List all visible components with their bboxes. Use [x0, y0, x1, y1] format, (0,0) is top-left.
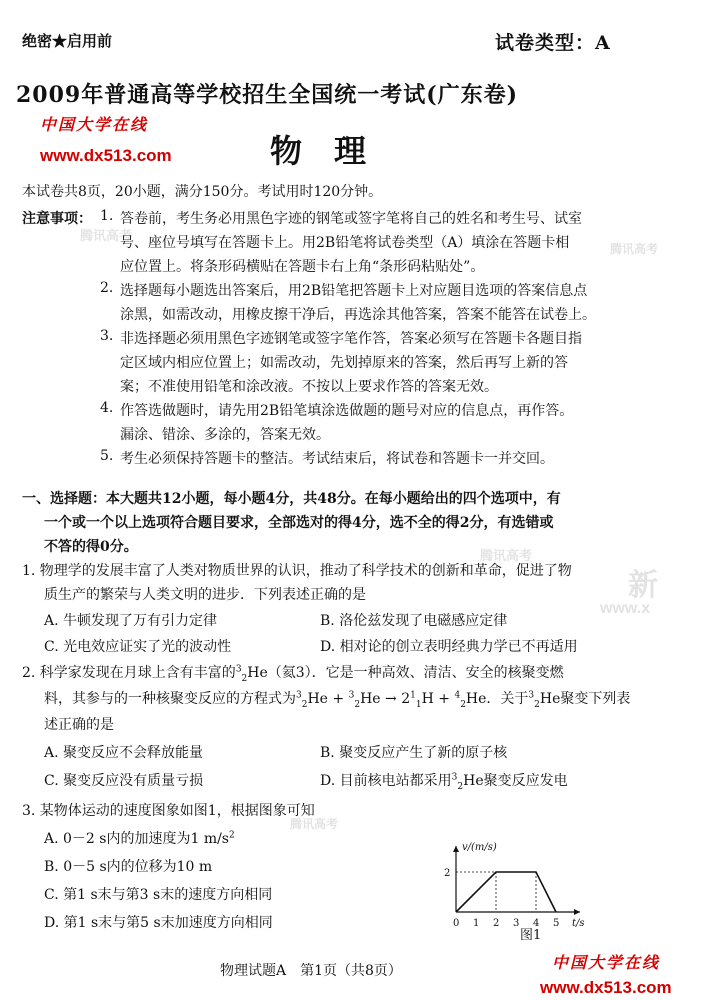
- brand-name: 中国大学在线: [40, 115, 149, 134]
- x-tick-label: 2: [493, 918, 500, 929]
- y-axis-arrow: [453, 846, 459, 852]
- option-b: B. 聚变反应产生了新的原子核: [320, 745, 508, 761]
- x-tick-label: 1: [473, 918, 480, 929]
- option-a: A. 牛顿发现了万有引力定律: [44, 613, 218, 629]
- option-b: B. 洛伦兹发现了电磁感应定律: [320, 613, 508, 629]
- question-text: He（氦3）．它是一种高效、清洁、安全的核聚变燃: [247, 665, 564, 681]
- option-c: C. 第1 s末与第3 s末的速度方向相同: [44, 887, 273, 903]
- watermark-text: www.x: [600, 600, 651, 617]
- note-line: 漏涂、错涂、多涂的，答案无效。: [120, 427, 330, 443]
- watermark-text: 腾讯高考: [290, 817, 339, 831]
- mass-number: 4: [454, 690, 461, 701]
- mass-number: 3: [451, 772, 458, 783]
- question-text: 质生产的繁荣与人类文明的进步．下列表述正确的是: [44, 587, 366, 603]
- note-line: 选择题每小题选出答案后，用2B铅笔把答题卡上对应题目选项的答案信息点: [120, 283, 588, 299]
- atomic-number: 2: [241, 673, 248, 684]
- note-line: 答卷前，考生务必用黑色字迹的钢笔或签字笔将自己的姓名和考生号、试室: [120, 211, 582, 227]
- option-d-text: He聚变反应发电: [463, 773, 568, 789]
- y-axis-label: v/(m/s): [462, 842, 497, 853]
- mass-number: 3: [296, 690, 302, 701]
- watermark-text: 腾讯高考: [610, 242, 659, 256]
- element-symbol: He: [360, 691, 381, 707]
- page-footer: 物理试题A 第1页（共8页）: [220, 963, 402, 979]
- question-text: [22, 662, 564, 684]
- mass-number: 3: [528, 690, 535, 701]
- question-text: ．关于: [486, 691, 529, 707]
- question-text: 1. 物理学的发展丰富了人类对物质世界的认识，推动了科学技术的创新和革命，促进了物: [22, 563, 572, 579]
- x-tick-label: 5: [553, 918, 560, 929]
- note-line: 非选择题必须用黑色字迹钢笔或签字笔作答，答案必须写在答题卡各题目指: [120, 331, 582, 347]
- element-symbol: He: [465, 691, 487, 707]
- atomic-number: 1: [415, 699, 422, 710]
- atomic-number: 2: [301, 699, 308, 710]
- section-heading: 一个或一个以上选项符合题目要求，全部选对的得4分，选不全的得2分，有选错或: [44, 515, 554, 531]
- mass-number: 3: [235, 664, 242, 675]
- subject-title: 物理: [270, 132, 399, 170]
- option-a-text: A. 0－2 s内的加速度为1 m/s: [44, 831, 229, 847]
- element-symbol: He: [307, 691, 328, 707]
- question-text: He聚变下列表: [539, 691, 631, 707]
- section-heading: 不答的得0分。: [44, 539, 138, 555]
- x-tick-label: 3: [513, 918, 520, 929]
- question-text: 述正确的是: [44, 717, 114, 733]
- watermark-text: 新: [628, 569, 658, 602]
- intro-text: 本试卷共8页，20小题，满分150分。考试用时120分钟。: [22, 184, 383, 200]
- question-text: 料，其参与的一种核聚变反应的方程式为: [44, 691, 296, 707]
- unit-exponent: 2: [229, 830, 235, 841]
- note-number: 2.: [100, 280, 114, 296]
- brand-name: 中国大学在线: [552, 953, 661, 972]
- atomic-number: 2: [460, 699, 466, 710]
- question-text: 3. 某物体运动的速度图象如图1，根据图象可知: [22, 803, 315, 819]
- x-tick-label: 4: [533, 918, 540, 929]
- option-c: C. 聚变反应没有质量亏损: [44, 773, 204, 789]
- note-number: 4.: [100, 400, 114, 416]
- plus-sign: +: [332, 691, 345, 707]
- option-d: D. 相对论的创立表明经典力学已不再适用: [320, 639, 578, 655]
- question-text: [44, 688, 630, 710]
- option-d: D. 第1 s末与第5 s末加速度方向相同: [44, 915, 273, 931]
- option-a: [44, 828, 235, 848]
- watermark-text: 腾讯高考: [80, 228, 133, 243]
- exam-title: 2009年普通高等学校招生全国统一考试(广东卷): [16, 82, 519, 108]
- brand-url[interactable]: www.dx513.com: [540, 978, 672, 997]
- note-number: 5.: [100, 448, 114, 464]
- atomic-number: 2: [534, 699, 540, 710]
- y-tick-label: 2: [444, 868, 451, 879]
- element-symbol: H: [421, 691, 434, 707]
- option-a: A. 聚变反应不会释放能量: [44, 745, 204, 761]
- mass-number: 3: [348, 690, 355, 701]
- note-number: 1.: [100, 208, 114, 224]
- notes-label: 注意事项：: [22, 211, 92, 227]
- note-line: 定区域内相应位置上；如需改动，先划掉原来的答案，然后再写上新的答: [120, 355, 568, 371]
- option-d-text: D. 目前核电站都采用: [320, 773, 452, 789]
- option-d: [320, 770, 568, 792]
- note-line: 案；不准使用铅笔和涂改液。不按以上要求作答的答案无效。: [120, 379, 498, 395]
- mass-number: 1: [410, 690, 416, 701]
- note-line: 涂黑，如需改动，用橡皮擦干净后，再选涂其他答案，答案不能答在试卷上。: [120, 307, 596, 323]
- x-axis-arrow: [574, 909, 580, 915]
- x-tick-label: 0: [453, 918, 460, 929]
- question-text: 2. 科学家发现在月球上含有丰富的: [22, 665, 236, 681]
- figure-label: 图1: [520, 928, 542, 943]
- note-line: 考生必须保持答题卡的整洁。考试结束后，将试卷和答题卡一并交回。: [120, 451, 554, 467]
- plus-sign: +: [438, 691, 450, 707]
- atomic-number: 2: [354, 699, 361, 710]
- x-axis-label: t/s: [572, 918, 585, 929]
- note-line: 作答选做题时，请先用2B铅笔填涂选做题的题号对应的信息点，再作答。: [120, 403, 574, 419]
- brand-url[interactable]: www.dx513.com: [40, 146, 172, 165]
- velocity-series-line: [456, 872, 556, 912]
- paper-type-label: 试卷类型：A: [495, 32, 611, 54]
- watermark-text: 腾讯高考: [480, 548, 533, 563]
- option-c: C. 光电效应证实了光的波动性: [44, 639, 232, 655]
- velocity-time-chart: [430, 820, 610, 940]
- atomic-number: 2: [457, 781, 464, 792]
- note-line: 号、座位号填写在答题卡上。用2B铅笔将试卷类型（A）填涂在答题卡相: [120, 235, 570, 251]
- option-b: B. 0－5 s内的位移为10 m: [44, 859, 213, 875]
- section-heading: 一、选择题：本大题共12小题，每小题4分，共48分。在每小题给出的四个选项中，有: [22, 491, 561, 507]
- note-number: 3.: [100, 328, 114, 344]
- confidential-label: 绝密★启用前: [22, 32, 113, 50]
- note-line: 应位置上。将条形码横贴在答题卡右上角“条形码粘贴处”。: [120, 259, 485, 275]
- reaction-arrow: → 2: [385, 691, 411, 707]
